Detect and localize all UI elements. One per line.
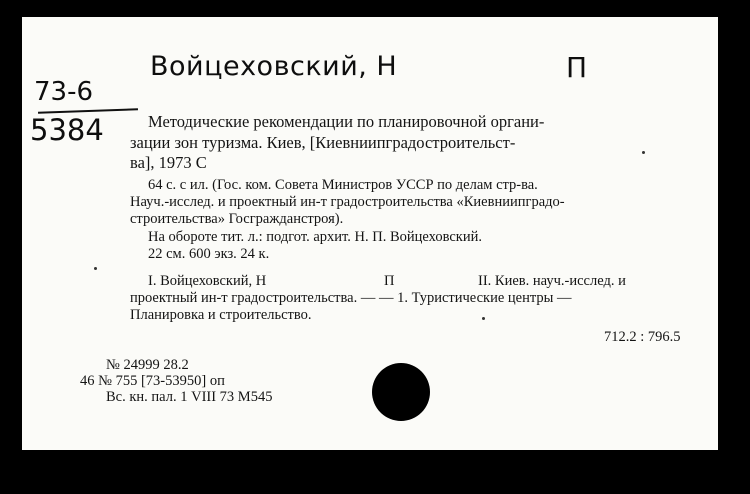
- tracing-item-1: I. Войцеховский, Н: [148, 273, 267, 289]
- call-number-bottom: 5384: [30, 113, 104, 147]
- author-handwritten: Войцеховский, Н: [150, 51, 398, 82]
- description-line-3: строительства» Госгражданстроя).: [130, 211, 344, 227]
- tracing-item-2: II. Киев. науч.-исслед. и: [478, 273, 626, 289]
- ink-speck: [642, 151, 645, 154]
- note-line-2: 22 см. 600 экз. 24 к.: [148, 246, 270, 262]
- footer-line-1: № 24999 28.2: [106, 357, 189, 373]
- footer-line-3: Вс. кн. пал. 1 VIII 73 М545: [106, 389, 273, 405]
- title-line-2: зации зон туризма. Киев, [Киевниипградостроительст-: [130, 133, 516, 152]
- description-line-1: 64 с. с ил. (Гос. ком. Совета Министров УССР по делам стр-ва.: [148, 177, 538, 193]
- description-line-2: Науч.-исслед. и проектный ин-т градостроительства «Киевниипградо-: [130, 194, 565, 210]
- classification-number: 712.2 : 796.5: [604, 329, 681, 345]
- catalog-card: [22, 17, 718, 450]
- note-line-1: На обороте тит. л.: подгот. архит. Н. П. Войцеховский.: [148, 229, 482, 245]
- ink-speck: [482, 317, 485, 320]
- ink-speck: [94, 267, 97, 270]
- card-punch-hole: [372, 363, 430, 421]
- call-number-top: 73-6: [34, 77, 94, 107]
- title-line-1: Методические рекомендации по планировочной органи-: [148, 112, 545, 131]
- tracing-line-3: Планировка и строительство.: [130, 307, 312, 323]
- author-mark: П: [566, 51, 588, 84]
- footer-line-2: 46 № 755 [73-53950] оп: [80, 373, 225, 389]
- title-line-3: ва], 1973 С: [130, 153, 207, 172]
- tracing-line-2: проектный ин-т градостроительства. — — 1. Туристические центры —: [130, 290, 572, 306]
- tracing-item-1-mark: П: [384, 273, 395, 289]
